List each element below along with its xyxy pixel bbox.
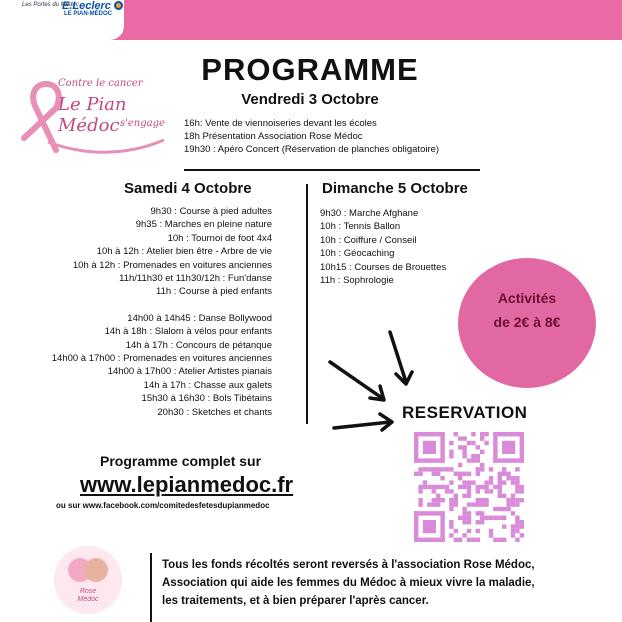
friday-title: Vendredi 3 Octobre	[241, 91, 379, 108]
sunday-item: 9h30 : Marche Afghane	[320, 208, 419, 219]
logo-line-1: Contre le cancer	[58, 78, 143, 89]
women-silhouette-icon	[54, 548, 122, 590]
saturday-item: 11h/11h30 et 11h30/12h : Fun'danse	[119, 273, 272, 285]
footer-line: Association qui aide les femmes du Médoc à mieux vivre la maladie,	[162, 577, 535, 589]
saturday-item: 14h00 à 17h00 : Promenades en voitures anciennes	[51, 353, 272, 365]
saturday-item: 14h à 18h : Slalom à vélos pour enfants	[104, 326, 272, 338]
sunday-title: Dimanche 5 Octobre	[322, 180, 468, 197]
sunday-item: 10h : Tennis Ballon	[320, 221, 401, 233]
rose-logo-line-1: Rose	[79, 588, 97, 595]
saturday-item: 10h à 12h : Atelier bien être - Arbre de vie	[96, 246, 272, 258]
friday-item: 19h30 : Apéro Concert (Réservation de planches obligatoire)	[184, 144, 440, 155]
sunday-item: 10h15 : Courses de Brouettes	[320, 261, 447, 273]
friday-list	[184, 117, 439, 156]
badge-line-2: de 2€ à 8€	[493, 314, 561, 330]
saturday-item: 14h à 17h : Chasse aux galets	[143, 379, 272, 391]
saturday-item: 14h à 17h : Concours de pétanque	[125, 339, 272, 351]
saturday-item: 14h00 à 17h00 : Atelier Artistes pianais	[107, 366, 272, 378]
saturday-title: Samedi 4 Octobre	[124, 180, 252, 197]
arrows-icon	[320, 330, 420, 440]
sunday-list	[320, 207, 446, 287]
divider-horizontal	[184, 169, 480, 171]
logo-line-2: Le Pian Médoc	[58, 94, 127, 136]
saturday-item: 10h à 12h : Promenades en voitures anciennes	[72, 259, 272, 271]
footer-line: Tous les fonds récoltés seront reversés à l'association Rose Médoc,	[162, 559, 535, 571]
rose-medoc-logo	[54, 546, 122, 614]
divider-vertical	[306, 184, 308, 424]
program-full-label: Programme complet sur	[100, 453, 262, 469]
saturday-item: 15h30 à 16h30 : Bols Tibétains	[141, 393, 272, 405]
reservation-heading: RESERVATION	[402, 403, 528, 422]
saturday-item: 10h : Tournoi de foot 4x4	[167, 232, 272, 244]
saturday-item: 9h30 : Course à pied adultes	[150, 206, 272, 217]
qr-code-icon[interactable]	[414, 432, 524, 542]
page-title: PROGRAMME	[201, 52, 419, 87]
saturday-item: 11h : Course à pied enfants	[155, 286, 272, 298]
sponsor-brand: E.Leclerc	[62, 0, 111, 12]
sponsor-left-text: Les Portes du Médoc	[22, 2, 79, 8]
list-gap	[20, 299, 272, 312]
event-logo	[16, 78, 166, 158]
sunday-item: 10h : Coiffure / Conseil	[320, 234, 417, 246]
saturday-item: 14h00 à 14h45 : Danse Bollywood	[127, 312, 272, 324]
rose-logo-line-2: Médoc	[77, 596, 99, 603]
saturday-item: 9h35 : Marches en pleine nature	[135, 219, 272, 231]
badge-line-1: Activités	[497, 290, 557, 306]
website-link[interactable]: www.lepianmedoc.fr	[80, 472, 294, 497]
divider-bottom	[150, 553, 152, 622]
sponsor-town: LE PIAN-MÉDOC	[64, 11, 112, 17]
friday-item: 16h: Vente de viennoiseries devant les écoles	[184, 118, 377, 129]
footer-text	[162, 556, 592, 610]
saturday-list	[20, 205, 272, 419]
facebook-link[interactable]: ou sur www.facebook.com/comitedesfetesdupianmedoc	[56, 501, 270, 510]
sunday-item: 11h : Sophrologie	[320, 275, 394, 287]
saturday-item: 20h30 : Sketches et chants	[157, 406, 272, 418]
ribbon-swoosh-icon	[46, 136, 166, 156]
price-badge	[458, 258, 596, 388]
logo-line-3: s'engage	[120, 118, 165, 129]
sponsor-logo-area	[0, 0, 124, 40]
sunday-item: 10h : Géocaching	[320, 248, 395, 260]
friday-item: 18h Présentation Association Rose Médoc	[184, 131, 363, 142]
footer-line: les traitements, et à bien préparer l'après cancer.	[162, 595, 429, 607]
leclerc-logo-icon	[114, 1, 123, 10]
